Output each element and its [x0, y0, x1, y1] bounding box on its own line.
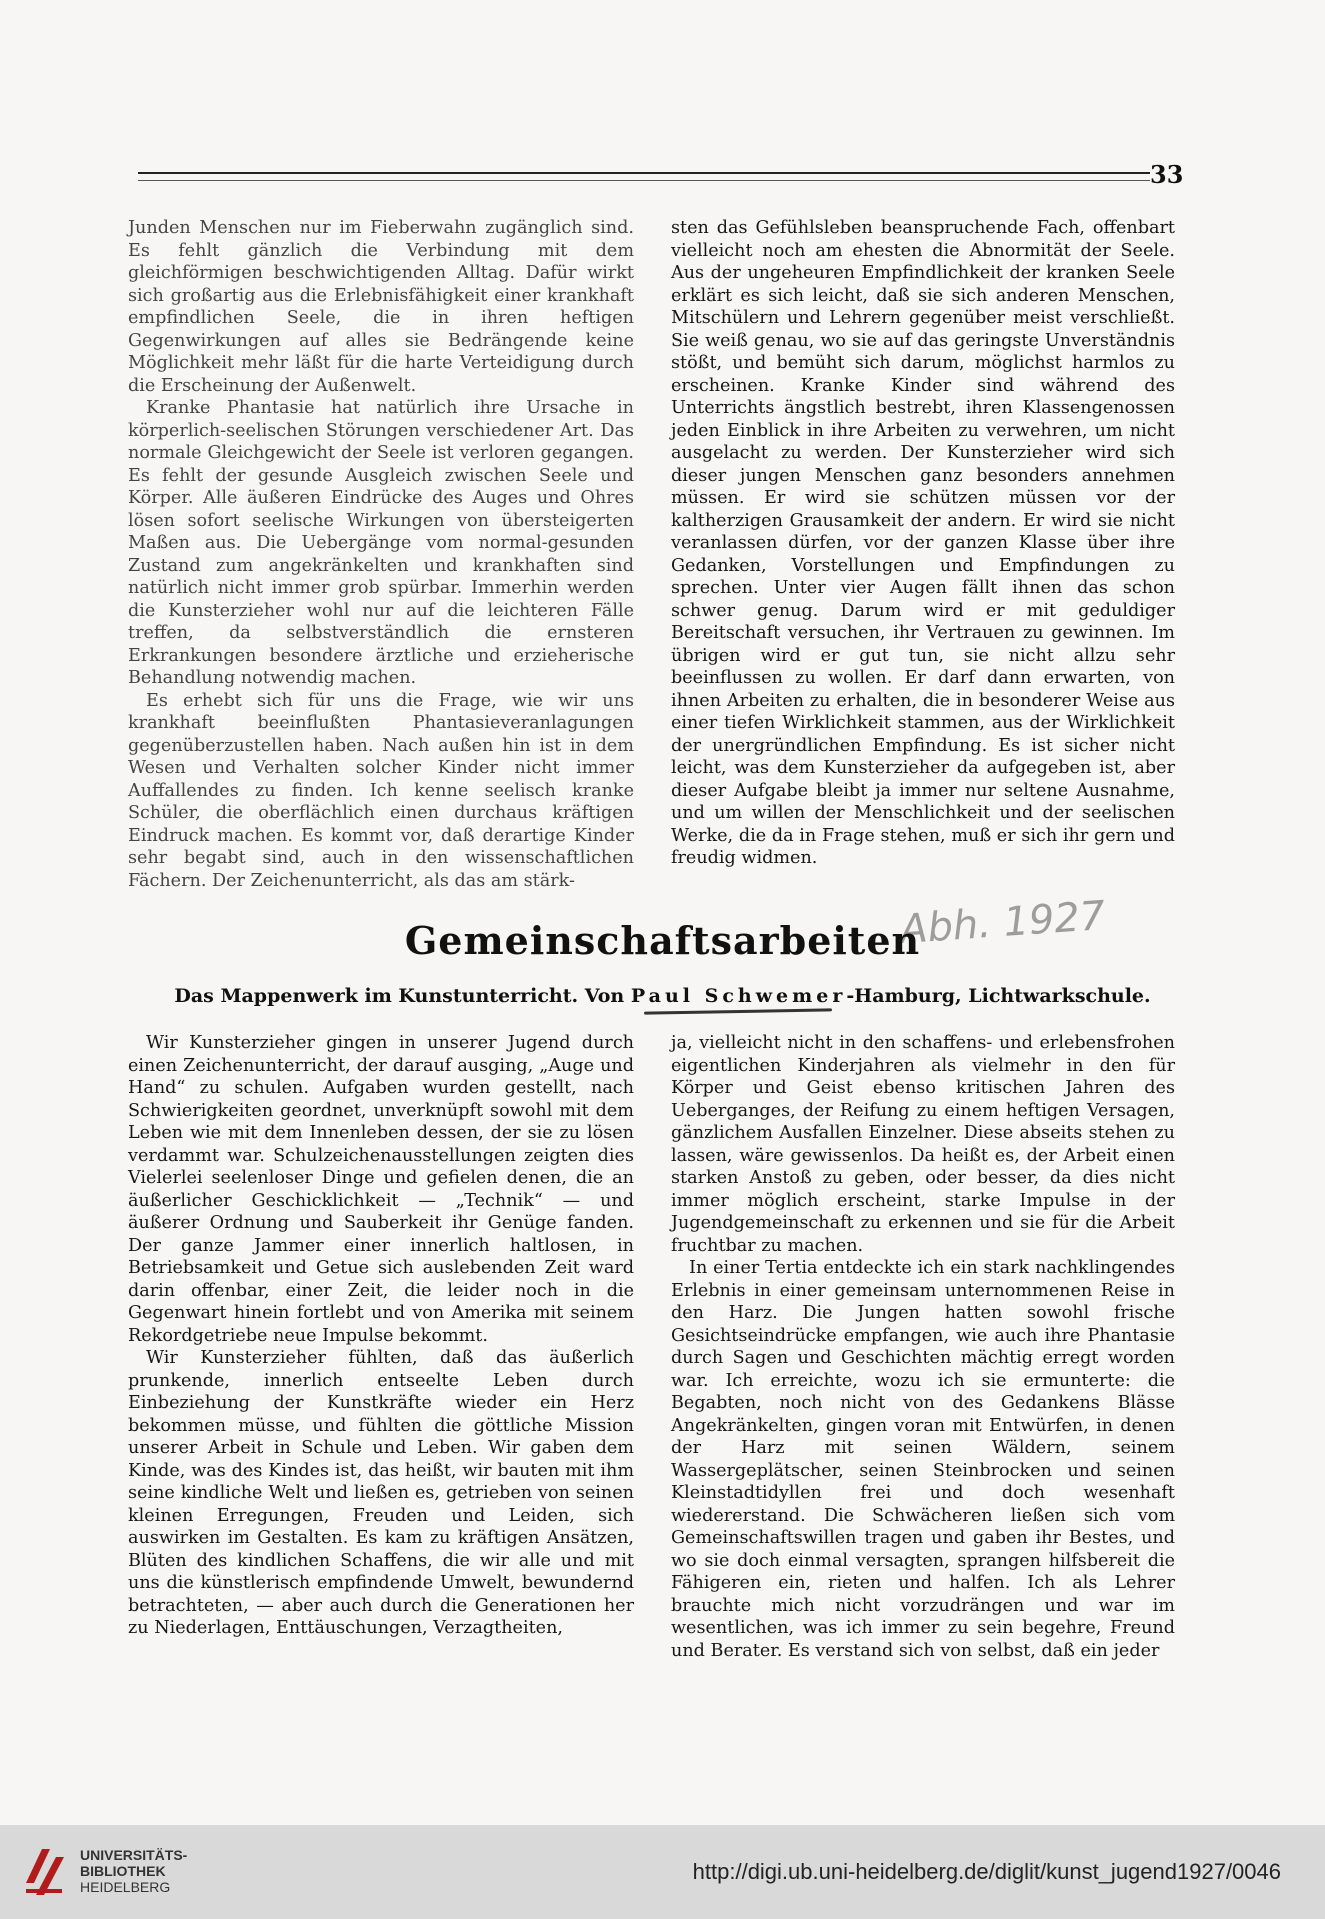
paragraph: Junden Menschen nur im Fieberwahn zugänglich sind. Es fehlt gänzlich die Verbindung mit dem gleichförmigen beschwichtigenden Alltag. Dafür wirkt sich großartig aus die Erlebnisfähigkeit einer krankhaft empfindlichen Seele, die in ihren heftigen Gegenwirkungen auf alles sie Bedrängende keine Möglichkeit mehr läßt für die harte Verteidigung durch die Erscheinung der Außenwelt. — [128, 218, 634, 396]
paragraph: In einer Tertia entdeckte ich ein stark nachklingendes Erlebnis in einer gemeinsam unternommenen Reise in den Harz. Die Jungen hatten sowohl frische Gesichtseindrücke empfangen, wie auch ihre Phantasie durch Sagen und Geschichten mächtig erregt worden war. Ich erreichte, wozu ich sie ermunterte: die Begabten, noch nicht von des Gedankens Blässe Angekränkelten, gingen voran mit Entwürfen, in denen der Harz mit seinen Wäldern, seinem Wassergeplätscher, seinen Steinbrocken und seinen Kleinstadtidyllen frei und doch wesenhaft wiedererstand. Die Schwächeren ließen sich vom Gemeinschaftswillen tragen und gaben ihr Bestes, und wo sie doch einmal versagten, sprangen hilfsbereit die Fähigeren ein, rieten und halfen. Ich als Lehrer brauchte mich nicht vorzudrängen und war im wesentlichen, was ich immer zu sein begehre, Freund und Berater. Es verstand sich von selbst, daß ein jeder — [671, 1258, 1175, 1661]
paragraph: sten das Gefühlsleben beanspruchende Fach, offenbart vielleicht noch am ehesten die Abnormität der Seele. Aus der ungeheuren Empfindlichkeit der kranken Seele erklärt es sich leicht, daß sie sich anderen Menschen, Mitschülern und Lehrern gegenüber meist verschließt. Sie weiß genau, wo sie auf das geringste Unverständnis stößt, und bemüht sich darum, möglichst harmlos zu erscheinen. Kranke Kinder sind während des Unterrichts ängstlich bestrebt, ihren Klassengenossen jeden Einblick in ihre Arbeiten zu verwehren, um nicht ausgelacht zu werden. Der Kunsterzieher wird sich dieser jungen Menschen ganz besonders annehmen müssen. Er wird sie schützen müssen vor der kaltherzigen Grausamkeit der andern. Er wird sie nicht veranlassen dürfen, vor der ganzen Klasse über ihre Gedanken, Vorstellungen und Empfindungen zu sprechen. Unter vier Augen fällt ihnen das schon schwer genug. Darum wird er mit geduldiger Bereitschaft versuchen, ihr Vertrauen zu gewinnen. Im übrigen wird er gut tun, sie nicht allzu sehr beeinflussen zu wollen. Er darf dann erwarten, von ihnen Arbeiten zu erhalten, die in besonderer Weise aus einer tiefen Wirklichkeit stammen, aus der Wirklichkeit der unergründlichen Empfindung. Es ist sicher nicht leicht, was dem Kunsterzieher da aufgegeben ist, aber dieser Aufgabe bleibt ja immer nur seltene Ausnahme, und um willen der Menschlichkeit und der seelischen Werke, die da in Frage stehen, muß er sich ihr gern und freudig widmen. — [671, 218, 1175, 868]
library-name-line3: HEIDELBERG — [80, 1879, 171, 1895]
article-left-column — [128, 1032, 634, 1640]
subtitle-prefix: Das Mappenwerk im Kunstunterricht. Von — [174, 985, 625, 1007]
library-name — [80, 1847, 187, 1895]
paragraph: Wir Kunsterzieher gingen in unserer Jugend durch einen Zeichenunterricht, der darauf ausging, „Auge und Hand“ zu schulen. Aufgaben wurden gestellt, nach Schwierigkeiten geordnet, unverknüpft sowohl mit dem Leben wie mit dem Innenleben dessen, der sie zu lösen verdammt war. Schulzeichenausstellungen zeigten dies Vielerlei seelenloser Dinge und gefielen denen, die an äußerlicher Geschicklichkeit — „Technik“ — und äußerer Ordnung und Sauberkeit ihr Genüge fanden. Der ganze Jammer einer innerlich haltlosen, in Betriebsamkeit und Getue sich auslebenden Zeit ward darin offenbar, einer Zeit, die leider noch in die Gegenwart hinein fortlebt und von Amerika mit seinem Rekordgetriebe neue Impulse bekommt. — [128, 1033, 634, 1346]
page-number: 33 — [1150, 160, 1184, 189]
library-name-line1: UNIVERSITÄTS- — [80, 1847, 188, 1863]
paragraph: Kranke Phantasie hat natürlich ihre Ursache in körperlich-seelischen Störungen verschiedener Art. Das normale Gleichgewicht der Seele ist verloren gegangen. Es fehlt der gesunde Ausgleich zwischen Seele und Körper. Alle äußeren Eindrücke des Auges und Ohres lösen sofort seelische Wirkungen von übersteigerten Maßen aus. Die Uebergänge vom normal-gesunden Zustand zum angekränkelten und krankhaften sind natürlich nicht immer grob spürbar. Immerhin werden die Kunsterzieher wohl nur auf die leichteren Fälle treffen, da selbstverständlich die ernsteren Erkrankungen besondere ärztliche und erzieherische Behandlung notwendig machen. — [128, 398, 634, 688]
author-name: Paul Schwemer — [630, 985, 847, 1007]
paragraph: ja, vielleicht nicht in den schaffens- und erlebensfrohen eigentlichen Kinderjahren als vielmehr in den für Körper und Geist ebenso kritischen Jahren des Ueberganges, der Reifung zu einem heftigen Versagen, gänzlichem Ausfallen Einzelner. Diese abseits stehen zu lassen, wäre gewissenlos. Da heißt es, der Arbeit einen starken Anstoß zu geben, oder besser, da dies nicht immer möglich erscheint, starke Impulse in der Jugendgemeinschaft zu erkennen und sie für die Arbeit fruchtbar zu machen. — [671, 1033, 1175, 1256]
library-name-line2: BIBLIOTHEK — [80, 1863, 166, 1879]
top-left-column — [128, 217, 634, 892]
handwritten-stamp: Abh. 1927 — [898, 892, 1107, 954]
header-rule — [138, 172, 1150, 181]
library-logo-icon — [22, 1843, 72, 1901]
footer-bar — [0, 1825, 1325, 1919]
top-right-column — [671, 217, 1175, 870]
paragraph: Es erhebt sich für uns die Frage, wie wir uns krankhaft beeinflußten Phantasieveranlagungen gegenüberzustellen haben. Nach außen hin ist in dem Wesen und Verhalten solcher Kinder nicht immer Auffallendes zu finden. Ich kenne seelisch kranke Schüler, die oberflächlich einen durchaus kräftigen Eindruck machen. Es kommt vor, daß derartige Kinder sehr begabt sind, auch in den wissenschaftlichen Fächern. Der Zeichenunterricht, als das am stärk- — [128, 690, 634, 891]
paragraph: Wir Kunsterzieher fühlten, daß das äußerlich prunkende, innerlich entseelte Leben durch Einbeziehung der Kunstkräfte wieder ein Herz bekommen müsse, und fühlten die göttliche Mission unserer Arbeit in Schule und Leben. Wir gaben dem Kinde, was des Kindes ist, das heißt, wir bauten mit ihm seine kindliche Welt und ließen es, getrieben von seinen kleinen Erregungen, Freuden und Leiden, sich auswirken im Gestalten. Es kam zu kräftigen Ansätzen, Blüten des kindlichen Schaffens, die wir alle und mit uns die künstlerisch empfindende Umwelt, bewundernd betrachteten, — aber auch durch die Generationen her zu Niederlagen, Enttäuschungen, Verzagtheiten, — [128, 1348, 634, 1638]
article-subtitle — [0, 985, 1325, 1007]
author-underline — [644, 1008, 832, 1014]
subtitle-suffix: -Hamburg, Lichtwarkschule. — [846, 985, 1151, 1007]
article-title: Gemeinschaftsarbeiten — [404, 918, 921, 963]
article-right-column — [671, 1032, 1175, 1662]
source-url[interactable]: http://digi.ub.uni-heidelberg.de/diglit/kunst_jugend1927/0046 — [692, 1859, 1281, 1884]
